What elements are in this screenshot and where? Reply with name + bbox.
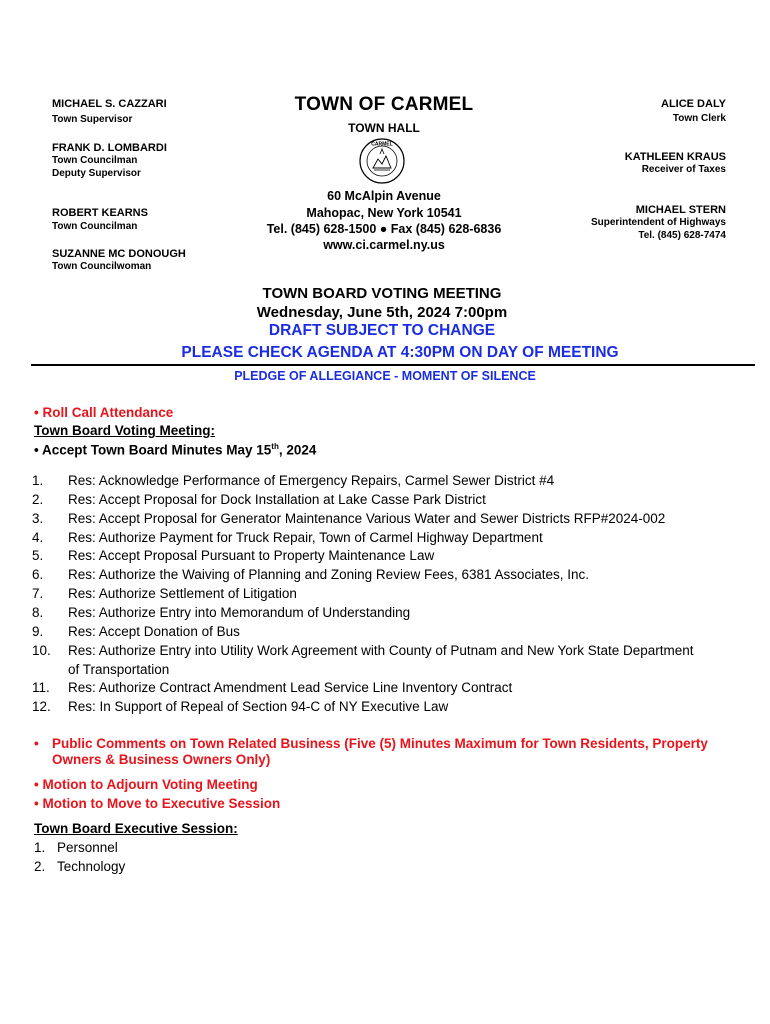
executive-session-heading: Town Board Executive Session: <box>34 821 238 836</box>
executive-motion-label: Motion to Move to Executive Session <box>42 796 281 811</box>
minutes-label: Accept Town Board Minutes May 15 <box>41 442 272 458</box>
roll-call-label: Roll Call Attendance <box>42 405 174 420</box>
item-text: Res: Authorize Entry into Utility Work Agreement with County of Putnam and New York State Department <box>68 643 694 658</box>
item-text: Res: Authorize Settlement of Litigation <box>68 586 297 601</box>
exec-item-number: 2. <box>34 859 46 874</box>
check-agenda-notice: PLEASE CHECK AGENDA AT 4:30PM ON DAY OF MEETING <box>181 344 619 361</box>
voting-meeting-heading: Town Board Voting Meeting: <box>34 423 215 438</box>
item-number: 3. <box>32 511 44 526</box>
item-number: 10. <box>32 643 51 658</box>
item-text: Res: In Support of Repeal of Section 94-C of NY Executive Law <box>68 699 449 714</box>
official-name: ALICE DALY <box>661 98 726 110</box>
official-title: Superintendent of Highways <box>590 217 726 228</box>
item-text: Res: Acknowledge Performance of Emergency Repairs, Carmel Sewer District #4 <box>68 473 555 488</box>
executive-motion-item: • Motion to Move to Executive Session <box>34 796 281 811</box>
pledge-line: PLEDGE OF ALLEGIANCE - MOMENT OF SILENCE <box>234 369 536 383</box>
item-text: Res: Accept Proposal for Generator Maintenance Various Water and Sewer Districts RFP#2024-002 <box>68 511 666 526</box>
item-number: 8. <box>32 605 44 620</box>
official-phone: Tel. (845) 628-7474 <box>638 230 726 241</box>
address-line: 60 McAlpin Avenue <box>327 189 441 203</box>
phone-fax-line: Tel. (845) 628-1500 ● Fax (845) 628-6836 <box>266 222 502 236</box>
meeting-title: TOWN BOARD VOTING MEETING <box>262 285 502 302</box>
item-text-continued: of Transportation <box>68 662 170 677</box>
official-name: KATHLEEN KRAUS <box>624 151 726 163</box>
public-comments-bullet: • <box>34 736 39 751</box>
item-text: Res: Authorize the Waiving of Planning and Zoning Review Fees, 6381 Associates, Inc. <box>68 567 590 582</box>
official-name: MICHAEL S. CAZZARI <box>52 98 167 110</box>
town-hall: TOWN HALL <box>348 121 420 135</box>
item-number: 1. <box>32 473 44 488</box>
meeting-date: Wednesday, June 5th, 2024 7:00pm <box>256 304 508 321</box>
item-number: 6. <box>32 567 44 582</box>
exec-item-number: 1. <box>34 840 46 855</box>
official-name: ROBERT KEARNS <box>52 207 148 219</box>
roll-call-item: • Roll Call Attendance <box>34 405 174 420</box>
public-comments-line: Owners & Business Owners Only) <box>52 752 271 767</box>
official-name: FRANK D. LOMBARDI <box>52 142 167 154</box>
town-seal-icon <box>358 137 406 185</box>
public-comments-line: Public Comments on Town Related Business (Five (5) Minutes Maximum for Town Residents, Property <box>52 736 708 751</box>
official-name: SUZANNE MC DONOUGH <box>52 248 186 260</box>
item-text: Res: Authorize Payment for Truck Repair, Town of Carmel Highway Department <box>68 530 543 545</box>
item-text: Res: Authorize Contract Amendment Lead Service Line Inventory Contract <box>68 680 513 695</box>
item-number: 9. <box>32 624 44 639</box>
adjourn-item: • Motion to Adjourn Voting Meeting <box>34 777 258 792</box>
official-title: Town Clerk <box>672 113 726 124</box>
minutes-item: • Accept Town Board Minutes May 15th, 2024 <box>34 442 317 458</box>
exec-item-text: Technology <box>57 859 126 874</box>
adjourn-label: Motion to Adjourn Voting Meeting <box>42 777 258 792</box>
official-title: Deputy Supervisor <box>52 168 141 179</box>
seal-text: CARMEL <box>371 141 393 148</box>
draft-notice: DRAFT SUBJECT TO CHANGE <box>268 322 496 339</box>
item-number: 12. <box>32 699 51 714</box>
item-number: 4. <box>32 530 44 545</box>
item-text: Res: Accept Proposal Pursuant to Property Maintenance Law <box>68 548 435 563</box>
item-text: Res: Authorize Entry into Memorandum of Understanding <box>68 605 411 620</box>
official-name: MICHAEL STERN <box>635 204 726 216</box>
website-link[interactable]: www.ci.carmel.ny.us <box>323 238 445 252</box>
minutes-year: , 2024 <box>278 442 317 458</box>
item-text: Res: Accept Donation of Bus <box>68 624 240 639</box>
divider <box>31 364 755 366</box>
official-title: Town Supervisor <box>52 114 133 125</box>
address-line: Mahopac, New York 10541 <box>306 206 462 220</box>
minutes-sup: th <box>271 442 279 451</box>
official-title: Town Councilman <box>52 155 138 166</box>
official-title: Town Councilman <box>52 221 138 232</box>
town-title: TOWN OF CARMEL <box>294 94 474 115</box>
item-number: 5. <box>32 548 44 563</box>
official-title: Town Councilwoman <box>52 261 152 272</box>
item-text: Res: Accept Proposal for Dock Installation at Lake Casse Park District <box>68 492 486 507</box>
exec-item-text: Personnel <box>57 840 118 855</box>
item-number: 2. <box>32 492 44 507</box>
item-number: 11. <box>32 680 50 695</box>
item-number: 7. <box>32 586 44 601</box>
official-title: Receiver of Taxes <box>641 164 726 175</box>
